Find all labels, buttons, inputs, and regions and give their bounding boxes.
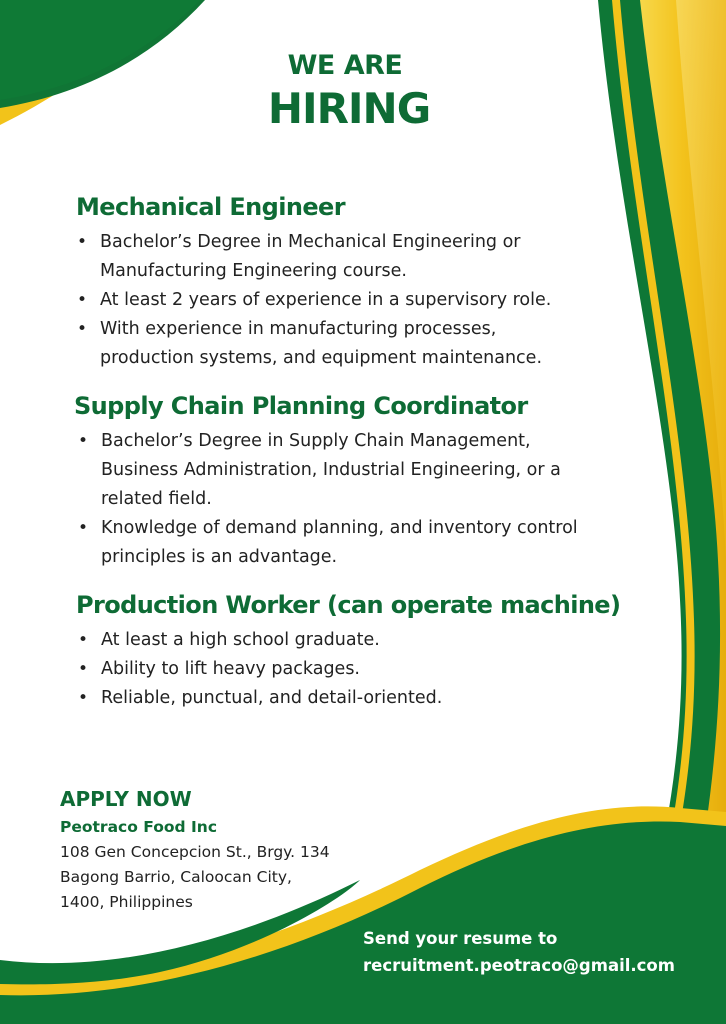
requirement-item bbox=[77, 684, 620, 713]
requirement-line: Bachelor’s Degree in Supply Chain Management, bbox=[101, 431, 531, 451]
apply-heading: APPLY NOW bbox=[60, 787, 192, 811]
requirement-item bbox=[76, 286, 551, 315]
bullet-icon: • bbox=[76, 290, 88, 310]
requirement-line: Business Administration, Industrial Engineering, or a bbox=[101, 460, 561, 480]
requirement-item bbox=[77, 514, 578, 572]
job-title: Production Worker (can operate machine) bbox=[76, 591, 621, 619]
requirement-item bbox=[77, 626, 620, 655]
address-line: 1400, Philippines bbox=[60, 893, 193, 911]
bullet-icon: • bbox=[77, 659, 89, 679]
requirement-line: At least 2 years of experience in a supervisory role. bbox=[100, 290, 552, 310]
requirement-line: Reliable, punctual, and detail-oriented. bbox=[101, 688, 443, 708]
bullet-icon: • bbox=[77, 431, 89, 451]
job-mechanical-engineer bbox=[76, 193, 551, 373]
requirement-line: With experience in manufacturing processes, bbox=[100, 319, 497, 339]
company-name: Peotraco Food Inc bbox=[60, 818, 218, 836]
bullet-icon: • bbox=[76, 232, 88, 252]
requirement-item bbox=[76, 228, 551, 286]
job-production-worker bbox=[76, 591, 620, 713]
address-line: Bagong Barrio, Caloocan City, bbox=[60, 868, 292, 886]
requirements-list bbox=[77, 626, 620, 713]
requirement-line: At least a high school graduate. bbox=[101, 630, 380, 650]
bullet-icon: • bbox=[77, 630, 89, 650]
address-line: 108 Gen Concepcion St., Brgy. 134 bbox=[60, 843, 330, 861]
requirement-line: Bachelor’s Degree in Mechanical Engineering or bbox=[100, 232, 521, 252]
requirements-list bbox=[76, 228, 551, 373]
requirement-line: Knowledge of demand planning, and inventory control bbox=[101, 518, 578, 538]
bullet-icon: • bbox=[76, 319, 88, 339]
requirement-line: Ability to lift heavy packages. bbox=[101, 659, 360, 679]
requirement-item bbox=[77, 427, 578, 514]
contact-email[interactable]: recruitment.peotraco@gmail.com bbox=[363, 956, 675, 975]
bullet-icon: • bbox=[77, 518, 89, 538]
send-resume-label: Send your resume to bbox=[363, 929, 558, 948]
contact-section bbox=[363, 925, 675, 979]
requirement-line: production systems, and equipment maintenance. bbox=[100, 348, 543, 368]
headline-we-are: WE ARE bbox=[287, 50, 403, 81]
requirement-line: Manufacturing Engineering course. bbox=[100, 261, 407, 281]
job-supply-chain-coordinator bbox=[74, 392, 578, 572]
requirement-line: related field. bbox=[101, 489, 212, 509]
requirement-item bbox=[76, 315, 551, 373]
headline-hiring: HIRING bbox=[267, 84, 431, 133]
requirement-line: principles is an advantage. bbox=[101, 547, 338, 567]
bullet-icon: • bbox=[77, 688, 89, 708]
job-title: Mechanical Engineer bbox=[76, 193, 345, 221]
requirements-list bbox=[77, 427, 578, 572]
job-title: Supply Chain Planning Coordinator bbox=[74, 392, 528, 420]
apply-section bbox=[60, 787, 330, 915]
requirement-item bbox=[77, 655, 620, 684]
